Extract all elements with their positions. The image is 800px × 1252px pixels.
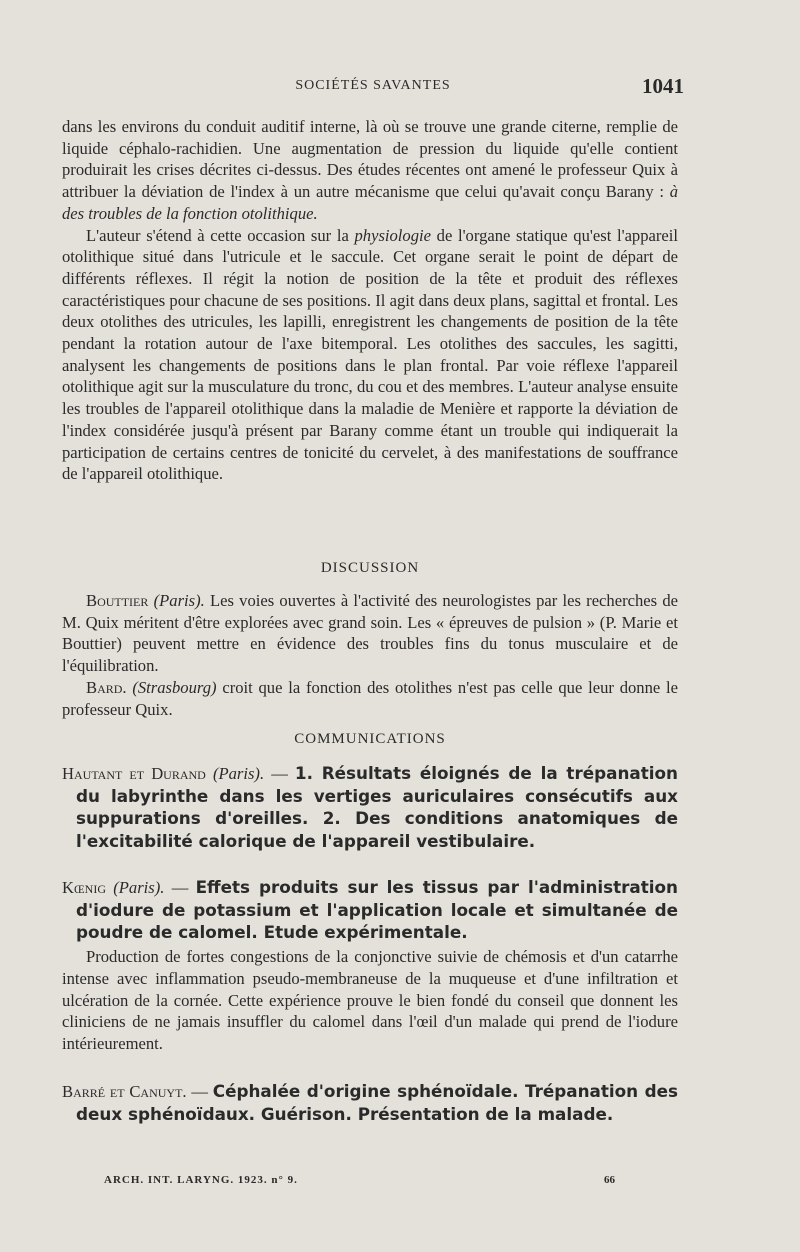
communication-heading-line xyxy=(62,762,678,853)
communication-dash: — xyxy=(171,878,189,897)
discussion-body xyxy=(62,590,678,720)
communication-authors: Kœnig xyxy=(62,878,106,897)
running-title: SOCIÉTÉS SAVANTES xyxy=(295,78,451,93)
paragraph-2 xyxy=(62,225,678,485)
paragraph-1-italic: à des troubles de la fonction otolithique. xyxy=(62,182,678,223)
communication-item xyxy=(62,1080,678,1125)
discussion-place: (Strasbourg) xyxy=(132,677,217,697)
communication-place: (Paris). xyxy=(113,878,165,897)
communication-dash: — xyxy=(271,764,288,783)
footer-signature: 66 xyxy=(604,1174,615,1186)
body-text xyxy=(62,116,678,485)
communication-item xyxy=(62,762,678,853)
footer-journal: ARCH. INT. LARYNG. 1923. n° 9. xyxy=(104,1174,298,1186)
communication-title: Effets produits sur les tissus par l'administration d'iodure de potassium et l'application locale et simultanée de poudre de calomel. Etude expérimentale. xyxy=(76,877,679,943)
communication-abstract: Production de fortes congestions de la conjonctive suivie de chémosis et d'un catarrhe intense avec inflammation pseudo-membraneuse de la muqueuse et d'une infiltration et ulcération de la cornée. Cette expérience prouve le bien fondé du conseil que donnent les cliniciens de ne jamais insuffler du calomel dans l'œil d'un malade qui prend de l'iodure intérieurement. xyxy=(62,947,678,1053)
communication-title: Céphalée d'origine sphénoïdale. Trépanation des deux sphénoïdaux. Guérison. Présentation de la malade. xyxy=(76,1081,678,1124)
communication-dash: — xyxy=(191,1082,208,1101)
paragraph-1-text: dans les environs du conduit auditif interne, là où se trouve une grande citerne, remplie de liquide céphalo-rachidien. Une augmentation de pression du liquide qu'elle contient produirait les crises décrites ci-dessus. Des études récentes ont amené le professeur Quix à attribuer la déviation de l'index à un autre mécanisme que celui qu'avait conçu Barany : xyxy=(62,117,678,202)
discussion-entry xyxy=(62,590,678,677)
discussion-heading: DISCUSSION xyxy=(320,560,420,576)
communication-heading-line xyxy=(62,876,678,944)
discussion-text: Les voies ouvertes à l'activité des neurologistes par les recherches de M. Quix méritent d'être explorées avec grand soin. Les « épreuves de pulsion » (P. Marie et Bouttier) peuvent mettre en évidence des troubles fins du tonus musculaire et de l'équilibration. xyxy=(62,591,678,676)
page-number: 1041 xyxy=(642,74,684,98)
communication-item xyxy=(62,876,678,1055)
discussion-place: (Paris). xyxy=(153,591,205,610)
communication-authors: Barré et Canuyt. xyxy=(62,1082,187,1101)
running-head xyxy=(62,74,684,100)
discussion-text: croit que la fonction des otolithes n'est pas celle que leur donne le professeur Quix. xyxy=(62,677,678,719)
paragraph-2-italic: physiologie xyxy=(354,225,431,245)
communication-title: 1. Résultats éloignés de la trépanation du labyrinthe dans les vertiges auriculaires consécutifs aux suppurations d'oreilles. 2. Des conditions anatomiques de l'excitabilité calorique de l'appareil vestibulaire. xyxy=(76,763,678,852)
communication-place: (Paris). xyxy=(212,764,265,783)
communication-heading-line xyxy=(62,1080,678,1125)
discussion-entry xyxy=(62,677,678,720)
paragraph-1 xyxy=(62,116,678,225)
communication-authors: Hautant et Durand xyxy=(62,764,206,783)
paragraph-2-text-b: de l'organe statique qu'est l'appareil otolithique situé dans l'utricule et le saccule. Cet organe serait le point de départ de différents réflexes. Il régit la notion de position de la tête et produit des réflexes caractéristiques pour chacune de ses positions. Il agit dans deux plans, sagittal et frontal. Les deux otolithes des utricules, les lapilli, enregistrent les changements de position de la tête pendant la rotation autour de l'axe bitemporal. Les otolithes des saccules, les sagitti, analysent les changements de positions dans le plan frontal. Par voie réflexe l'appareil otolithique agit sur la musculature du tronc, du cou et des membres. L'auteur analyse ensuite les troubles de l'appareil otolithique dans la maladie de Menière et rapporte la déviation de l'index considérée jusqu'à présent par Barany comme étant un trouble qui indiquerait la participation de certains centres de tonicité du cervelet, à des manifestations de souffrance de l'appareil otolithique. xyxy=(62,225,679,484)
discussion-author: Bard. xyxy=(86,677,127,697)
communications-heading: COMMUNICATIONS xyxy=(294,731,446,747)
discussion-author: Bouttier xyxy=(86,591,149,610)
paragraph-2-text-a: L'auteur s'étend à cette occasion sur la xyxy=(86,225,349,245)
